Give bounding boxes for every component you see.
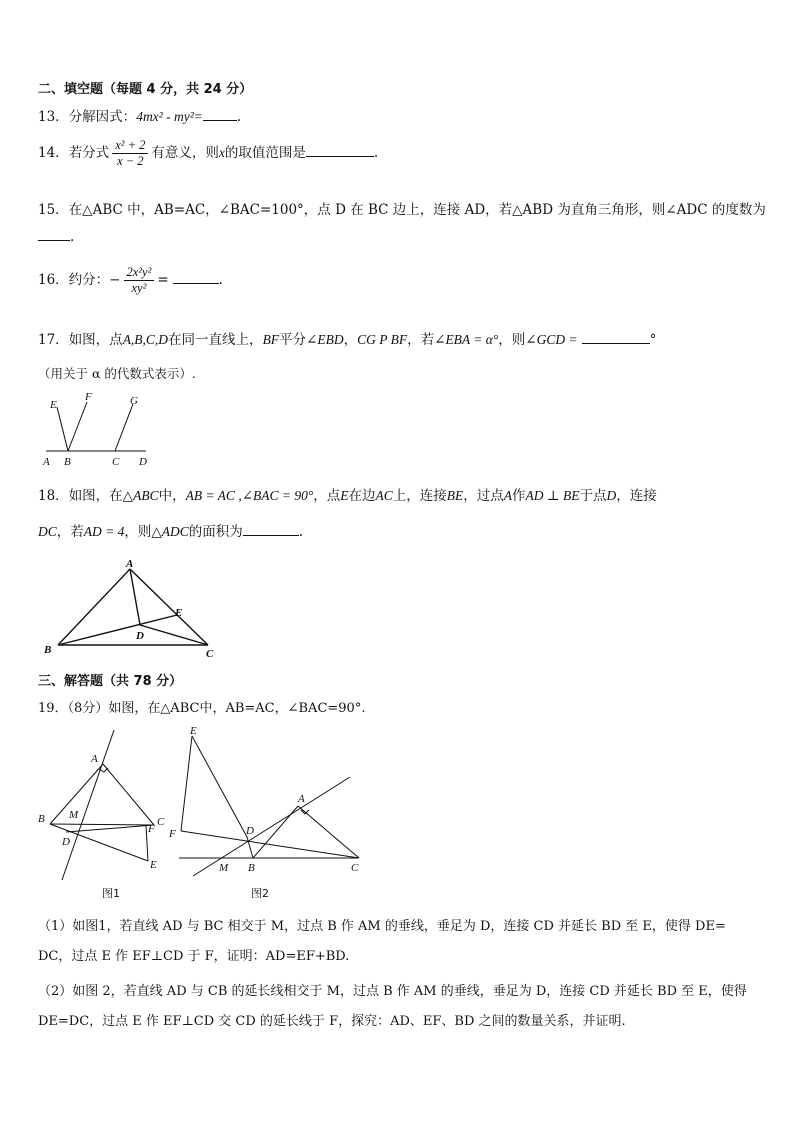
section2-heading: 二、填空题（每题 4 分，共 24 分） — [38, 82, 253, 97]
fraction: $\frac{\text{2x²y²}}{\text{xy²}}$ — [124, 265, 155, 296]
fig19-2-segment-ef — [181, 736, 192, 831]
fig17-label-e: E — [50, 399, 57, 411]
fig17-ray-cg — [115, 404, 133, 451]
question-14: 14．若分式 $\frac{\text{x² + 2}}{x - 2}$ 有意义，则x的取值范围是 . — [38, 138, 379, 168]
section3-heading: 三、解答题（共 78 分） — [38, 674, 183, 689]
answer-blank[interactable] — [38, 228, 70, 241]
fig18-label-e: E — [175, 607, 183, 619]
fig19-2-segment-ed — [192, 736, 247, 837]
fig17-label-c: C — [112, 456, 120, 468]
fig19-1-caption: 图1 — [102, 887, 120, 900]
question-17-line2: （用关于 α 的代数式表示）. — [38, 366, 196, 381]
question-15-line2: . — [38, 228, 74, 245]
question-19-part2-line1: （2）如图 2，若直线 AD 与 CB 的延长线相交于 M，过点 B 作 AM 的垂线，垂足为 D，连接 CD 并延长 BD 至 E，使得 — [38, 984, 747, 999]
figure-19-2 — [165, 724, 365, 900]
fig19-1-label-a: A — [91, 753, 98, 765]
fig19-1-label-f: F — [148, 823, 155, 835]
fig19-1-segment-dc — [66, 825, 154, 832]
answer-blank[interactable] — [243, 523, 299, 536]
figure-17 — [40, 392, 160, 470]
fig19-2-label-c: C — [351, 862, 359, 874]
fraction: $\frac{\text{x² + 2}}{x - 2}$ — [112, 138, 148, 169]
fig19-2-label-a: A — [298, 793, 305, 805]
question-19-part1-line1: （1）如图1，若直线 AD 与 BC 相交于 M，过点 B 作 AM 的垂线，垂足为 D，连接 CD 并延长 BD 至 E，使得 DE= — [38, 919, 726, 934]
fig18-label-c: C — [206, 648, 214, 660]
question-19-part1-line2: DC，过点 E 作 EF⊥CD 于 F，证明：AD=EF+BD. — [38, 949, 350, 964]
fig17-label-d: D — [139, 456, 147, 468]
fig19-2-label-e: E — [190, 725, 197, 737]
fig17-label-b: B — [64, 456, 71, 468]
fig19-2-label-m: M — [219, 862, 229, 874]
figure-19-1 — [36, 728, 174, 900]
fig17-ray-bf — [68, 402, 87, 451]
fig19-1-label-d: D — [62, 836, 70, 848]
answer-blank[interactable] — [203, 108, 237, 121]
figure-18 — [40, 555, 230, 663]
answer-blank[interactable] — [582, 331, 650, 344]
fig19-2-caption: 图2 — [251, 887, 269, 900]
answer-blank[interactable] — [173, 271, 219, 284]
fig19-2-label-f: F — [169, 828, 176, 840]
question-18-line2: DC，若AD = 4，则△ADC的面积为 . — [38, 524, 304, 540]
fig18-label-a: A — [126, 558, 134, 570]
fig18-label-b: B — [44, 644, 52, 656]
fig17-ray-be — [57, 407, 68, 451]
fig19-2-side-ab — [253, 806, 298, 858]
fig19-1-side-ac — [103, 764, 154, 825]
question-13: 13．分解因式：4mx² - my²= . — [38, 109, 242, 125]
answer-blank[interactable] — [306, 144, 374, 157]
fig19-2-label-d: D — [246, 825, 254, 837]
fig18-label-d: D — [136, 630, 144, 642]
question-17: 17．如图，点A,B,C,D在同一直线上，BF平分∠EBD，CG P BF，若∠EBA = α°，则∠GCD = ° — [38, 332, 657, 348]
question-18: 18．如图，在△ABC中，AB = AC ,∠BAC = 90°，点E在边AC上，连接BE，过点A作AD ⊥ BE于点D，连接 — [38, 488, 657, 504]
fig19-1-label-e: E — [150, 859, 157, 871]
fig18-side-ab — [58, 569, 130, 645]
fig17-label-f: F — [85, 391, 92, 403]
fig19-1-side-bc — [50, 824, 154, 825]
fig19-1-line-am — [62, 730, 114, 880]
question-19-part2-line2: DE=DC，过点 E 作 EF⊥CD 交 CD 的延长线于 F，探究：AD、EF、BD 之间的数量关系，并证明. — [38, 1014, 626, 1029]
fig19-1-label-m: M — [69, 809, 79, 821]
fig19-1-label-b: B — [38, 813, 45, 825]
fig19-1-label-c: C — [157, 816, 165, 828]
question-16: 16．约分：− $\frac{\text{2x²y²}}{\text{xy²}}$ = . — [38, 265, 223, 295]
fig19-2-label-b: B — [248, 862, 255, 874]
question-15: 15．在△ABC 中，AB=AC，∠BAC=100°，点 D 在 BC 边上，连接 AD，若△ABD 为直角三角形，则∠ADC 的度数为 — [38, 202, 766, 218]
fig17-label-g: G — [130, 395, 138, 407]
fig17-label-a: A — [43, 456, 50, 468]
fig19-2-line-am — [193, 777, 350, 876]
question-19-stem: 19．（8分）如图，在△ABC中，AB=AC，∠BAC=90°. — [38, 701, 366, 716]
